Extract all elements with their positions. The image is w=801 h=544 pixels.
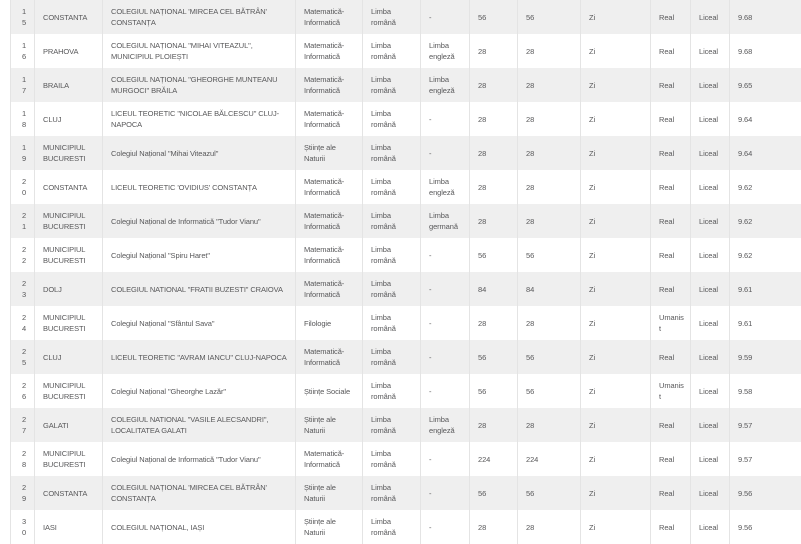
table-row [11, 510, 801, 544]
cell-nr: 20 [11, 170, 35, 204]
cell-locuri: 28 [470, 102, 518, 136]
cell-nr: 26 [11, 374, 35, 408]
cell-unitate: LICEUL TEORETIC "AVRAM IANCU" CLUJ-NAPOCA [103, 340, 296, 374]
cell-forma: Zi [581, 136, 651, 170]
cell-medie: 9.57 [730, 408, 801, 442]
cell-nivel: Liceal [691, 374, 730, 408]
cell-medie: 9.56 [730, 510, 801, 544]
cell-limba-moderna: - [421, 340, 470, 374]
cell-profil: Real [651, 204, 691, 238]
cell-profil: Real [651, 102, 691, 136]
cell-nivel: Liceal [691, 476, 730, 510]
cell-nr: 21 [11, 204, 35, 238]
cell-medie: 9.56 [730, 476, 801, 510]
cell-nr: 30 [11, 510, 35, 544]
cell-nr: 25 [11, 340, 35, 374]
cell-unitate: Colegiul Național "Mihai Viteazul" [103, 136, 296, 170]
table-row [11, 408, 801, 442]
cell-locuri2: 28 [518, 204, 581, 238]
cell-judet: MUNICIPIUL BUCURESTI [35, 306, 103, 340]
cell-limba-predare: Limba română [363, 68, 421, 102]
cell-nivel: Liceal [691, 306, 730, 340]
cell-locuri: 28 [470, 136, 518, 170]
table-row [11, 0, 801, 34]
table-row [11, 204, 801, 238]
cell-unitate: Colegiul Național "Gheorghe Lazăr" [103, 374, 296, 408]
cell-nivel: Liceal [691, 102, 730, 136]
cell-limba-moderna: Limba engleză [421, 68, 470, 102]
cell-limba-predare: Limba română [363, 272, 421, 306]
cell-specializare: Matematică-Informatică [296, 68, 363, 102]
cell-nr: 28 [11, 442, 35, 476]
cell-nr: 24 [11, 306, 35, 340]
cell-limba-predare: Limba română [363, 340, 421, 374]
cell-medie: 9.68 [730, 34, 801, 68]
cell-locuri: 56 [470, 238, 518, 272]
cell-locuri: 28 [470, 170, 518, 204]
cell-judet: MUNICIPIUL BUCURESTI [35, 204, 103, 238]
cell-specializare: Matematică-Informatică [296, 102, 363, 136]
cell-locuri2: 56 [518, 340, 581, 374]
cell-nivel: Liceal [691, 408, 730, 442]
cell-profil: Real [651, 408, 691, 442]
cell-limba-moderna: - [421, 272, 470, 306]
cell-specializare: Matematică-Informatică [296, 340, 363, 374]
cell-medie: 9.61 [730, 306, 801, 340]
cell-profil: Real [651, 442, 691, 476]
cell-locuri2: 28 [518, 170, 581, 204]
cell-judet: PRAHOVA [35, 34, 103, 68]
cell-unitate: LICEUL TEORETIC 'OVIDIUS' CONSTANȚA [103, 170, 296, 204]
cell-profil: Real [651, 476, 691, 510]
cell-forma: Zi [581, 442, 651, 476]
cell-locuri2: 56 [518, 476, 581, 510]
cell-limba-moderna: Limba engleză [421, 408, 470, 442]
cell-specializare: Matematică-Informatică [296, 34, 363, 68]
cell-nr: 27 [11, 408, 35, 442]
cell-limba-moderna: Limba engleză [421, 170, 470, 204]
results-table-wrap [10, 0, 800, 544]
cell-limba-moderna: - [421, 442, 470, 476]
cell-limba-predare: Limba română [363, 102, 421, 136]
cell-judet: CONSTANTA [35, 170, 103, 204]
cell-forma: Zi [581, 476, 651, 510]
table-row [11, 306, 801, 340]
table-row [11, 476, 801, 510]
cell-profil: Umanist [651, 374, 691, 408]
cell-nr: 23 [11, 272, 35, 306]
cell-judet: CLUJ [35, 102, 103, 136]
cell-locuri2: 28 [518, 136, 581, 170]
cell-unitate: COLEGIUL NAȚIONAL 'MIRCEA CEL BĂTRÂN' CONSTANȚA [103, 476, 296, 510]
cell-nr: 19 [11, 136, 35, 170]
cell-specializare: Matematică-Informatică [296, 170, 363, 204]
cell-limba-moderna: - [421, 136, 470, 170]
cell-nr: 22 [11, 238, 35, 272]
cell-profil: Real [651, 340, 691, 374]
cell-unitate: COLEGIUL NATIONAL "VASILE ALECSANDRI", LOCALITATEA GALATI [103, 408, 296, 442]
table-row [11, 374, 801, 408]
cell-specializare: Matematică-Informatică [296, 442, 363, 476]
cell-nivel: Liceal [691, 272, 730, 306]
cell-locuri2: 28 [518, 510, 581, 544]
cell-nivel: Liceal [691, 0, 730, 34]
cell-profil: Real [651, 510, 691, 544]
cell-locuri: 56 [470, 0, 518, 34]
cell-nivel: Liceal [691, 442, 730, 476]
cell-locuri: 28 [470, 68, 518, 102]
cell-forma: Zi [581, 68, 651, 102]
cell-locuri: 28 [470, 510, 518, 544]
cell-limba-moderna: - [421, 102, 470, 136]
cell-limba-moderna: - [421, 306, 470, 340]
cell-nivel: Liceal [691, 238, 730, 272]
cell-medie: 9.59 [730, 340, 801, 374]
cell-forma: Zi [581, 0, 651, 34]
cell-nr: 18 [11, 102, 35, 136]
cell-locuri: 28 [470, 306, 518, 340]
cell-locuri2: 224 [518, 442, 581, 476]
cell-limba-predare: Limba română [363, 374, 421, 408]
cell-limba-predare: Limba română [363, 170, 421, 204]
cell-medie: 9.64 [730, 102, 801, 136]
cell-unitate: COLEGIUL NAȚIONAL, IAȘI [103, 510, 296, 544]
cell-medie: 9.62 [730, 170, 801, 204]
cell-forma: Zi [581, 34, 651, 68]
cell-nivel: Liceal [691, 68, 730, 102]
cell-locuri2: 56 [518, 0, 581, 34]
cell-locuri2: 56 [518, 374, 581, 408]
cell-specializare: Științe Sociale [296, 374, 363, 408]
cell-locuri: 28 [470, 204, 518, 238]
cell-profil: Real [651, 68, 691, 102]
cell-profil: Real [651, 272, 691, 306]
cell-limba-predare: Limba română [363, 306, 421, 340]
cell-unitate: Colegiul Național de Informatică "Tudor Vianu" [103, 442, 296, 476]
cell-limba-moderna: - [421, 374, 470, 408]
table-row [11, 170, 801, 204]
cell-medie: 9.62 [730, 204, 801, 238]
cell-unitate: COLEGIUL NAȚIONAL "MIHAI VITEAZUL", MUNICIPIUL PLOIEȘTI [103, 34, 296, 68]
table-row [11, 136, 801, 170]
cell-locuri2: 28 [518, 306, 581, 340]
cell-medie: 9.64 [730, 136, 801, 170]
cell-judet: MUNICIPIUL BUCURESTI [35, 374, 103, 408]
cell-locuri: 28 [470, 408, 518, 442]
cell-forma: Zi [581, 272, 651, 306]
cell-profil: Real [651, 238, 691, 272]
cell-locuri2: 28 [518, 408, 581, 442]
cell-medie: 9.57 [730, 442, 801, 476]
cell-nivel: Liceal [691, 340, 730, 374]
table-row [11, 238, 801, 272]
cell-unitate: LICEUL TEORETIC "NICOLAE BĂLCESCU" CLUJ-NAPOCA [103, 102, 296, 136]
cell-forma: Zi [581, 170, 651, 204]
table-row [11, 340, 801, 374]
cell-unitate: COLEGIUL NAȚIONAL "GHEORGHE MUNTEANU MURGOCI" BRĂILA [103, 68, 296, 102]
cell-nivel: Liceal [691, 136, 730, 170]
cell-locuri: 84 [470, 272, 518, 306]
cell-limba-moderna: - [421, 238, 470, 272]
cell-limba-predare: Limba română [363, 442, 421, 476]
cell-judet: IASI [35, 510, 103, 544]
cell-nivel: Liceal [691, 34, 730, 68]
cell-judet: DOLJ [35, 272, 103, 306]
cell-nr: 15 [11, 0, 35, 34]
cell-nivel: Liceal [691, 170, 730, 204]
cell-specializare: Matematică-Informatică [296, 204, 363, 238]
cell-locuri2: 28 [518, 68, 581, 102]
cell-judet: BRAILA [35, 68, 103, 102]
cell-limba-predare: Limba română [363, 476, 421, 510]
cell-locuri: 28 [470, 34, 518, 68]
cell-specializare: Științe ale Naturii [296, 476, 363, 510]
cell-limba-moderna: - [421, 510, 470, 544]
cell-specializare: Matematică-Informatică [296, 238, 363, 272]
cell-medie: 9.65 [730, 68, 801, 102]
table-row [11, 442, 801, 476]
cell-profil: Real [651, 136, 691, 170]
cell-specializare: Matematică-Informatică [296, 272, 363, 306]
table-row [11, 34, 801, 68]
cell-limba-predare: Limba română [363, 204, 421, 238]
cell-judet: MUNICIPIUL BUCURESTI [35, 238, 103, 272]
cell-specializare: Matematică-Informatică [296, 0, 363, 34]
cell-judet: CONSTANTA [35, 476, 103, 510]
cell-judet: MUNICIPIUL BUCURESTI [35, 136, 103, 170]
cell-limba-predare: Limba română [363, 34, 421, 68]
table-row [11, 272, 801, 306]
cell-unitate: Colegiul Național de Informatică "Tudor Vianu" [103, 204, 296, 238]
cell-profil: Real [651, 34, 691, 68]
cell-specializare: Științe ale Naturii [296, 408, 363, 442]
cell-nr: 29 [11, 476, 35, 510]
table-row [11, 102, 801, 136]
cell-limba-predare: Limba română [363, 238, 421, 272]
cell-forma: Zi [581, 374, 651, 408]
cell-unitate: Colegiul Național "Spiru Haret" [103, 238, 296, 272]
cell-specializare: Științe ale Naturii [296, 136, 363, 170]
cell-forma: Zi [581, 408, 651, 442]
cell-limba-predare: Limba română [363, 510, 421, 544]
cell-unitate: COLEGIUL NATIONAL "FRATII BUZESTI" CRAIOVA [103, 272, 296, 306]
cell-forma: Zi [581, 340, 651, 374]
cell-limba-moderna: Limba germană [421, 204, 470, 238]
cell-nr: 16 [11, 34, 35, 68]
cell-locuri2: 28 [518, 34, 581, 68]
cell-judet: CONSTANTA [35, 0, 103, 34]
cell-forma: Zi [581, 102, 651, 136]
cell-forma: Zi [581, 204, 651, 238]
cell-forma: Zi [581, 238, 651, 272]
cell-locuri: 224 [470, 442, 518, 476]
cell-judet: CLUJ [35, 340, 103, 374]
cell-specializare: Filologie [296, 306, 363, 340]
cell-medie: 9.62 [730, 238, 801, 272]
cell-nivel: Liceal [691, 510, 730, 544]
cell-limba-predare: Limba română [363, 0, 421, 34]
admission-results-table [10, 0, 801, 544]
cell-judet: GALATI [35, 408, 103, 442]
cell-medie: 9.68 [730, 0, 801, 34]
cell-locuri: 56 [470, 374, 518, 408]
results-table-body [11, 0, 801, 544]
cell-locuri: 56 [470, 476, 518, 510]
cell-medie: 9.58 [730, 374, 801, 408]
cell-limba-moderna: - [421, 476, 470, 510]
cell-nivel: Liceal [691, 204, 730, 238]
table-row [11, 68, 801, 102]
cell-forma: Zi [581, 510, 651, 544]
cell-nr: 17 [11, 68, 35, 102]
cell-locuri: 56 [470, 340, 518, 374]
cell-profil: Umanist [651, 306, 691, 340]
cell-medie: 9.61 [730, 272, 801, 306]
cell-locuri2: 56 [518, 238, 581, 272]
cell-judet: MUNICIPIUL BUCURESTI [35, 442, 103, 476]
cell-specializare: Științe ale Naturii [296, 510, 363, 544]
cell-limba-moderna: - [421, 0, 470, 34]
cell-limba-moderna: Limba engleză [421, 34, 470, 68]
cell-profil: Real [651, 170, 691, 204]
cell-profil: Real [651, 0, 691, 34]
cell-limba-predare: Limba română [363, 408, 421, 442]
cell-forma: Zi [581, 306, 651, 340]
cell-unitate: COLEGIUL NAȚIONAL 'MIRCEA CEL BĂTRÂN' CONSTANȚA [103, 0, 296, 34]
cell-locuri2: 84 [518, 272, 581, 306]
cell-limba-predare: Limba română [363, 136, 421, 170]
cell-unitate: Colegiul Național "Sfântul Sava" [103, 306, 296, 340]
cell-locuri2: 28 [518, 102, 581, 136]
